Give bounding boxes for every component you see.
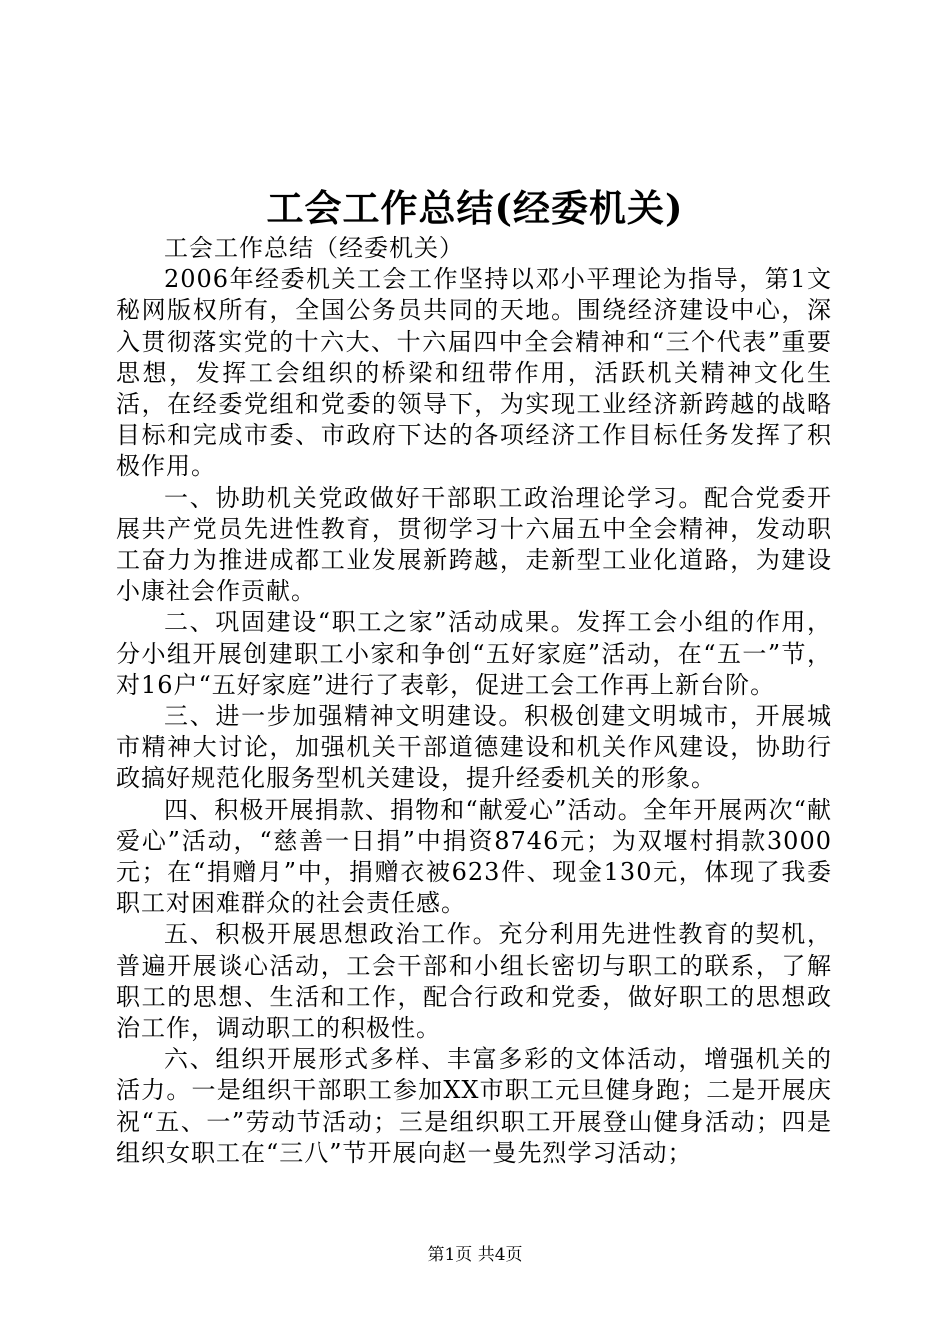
page-footer xyxy=(0,1243,950,1267)
paragraph-item-1: 一、协助机关党政做好干部职工政治理论学习。配合党委开展共产党员先进性教育，贯彻学习十六届五中全会精神，发动职工奋力为推进成都工业发展新跨越，走新型工业化道路，为建设小康社会作贡献。 xyxy=(116,483,832,606)
paragraph-item-6: 六、组织开展形式多样、丰富多彩的文体活动，增强机关的活力。一是组织干部职工参加XX市职工元旦健身跑；二是开展庆祝“五、一”劳动节活动；三是组织职工开展登山健身活动；四是组织女职工在“三八”节开展向赵一曼先烈学习活动； xyxy=(116,1045,832,1167)
paragraph-subtitle: 工会工作总结（经委机关） xyxy=(164,234,464,262)
paragraph-item-3: 三、进一步加强精神文明建设。积极创建文明城市，开展城市精神大讨论，加强机关干部道德建设和机关作风建设，协助行政搞好规范化服务型机关建设，提升经委机关的形象。 xyxy=(116,702,832,793)
paragraph-item-5: 五、积极开展思想政治工作。充分利用先进性教育的契机，普遍开展谈心活动，工会干部和小组长密切与职工的联系，了解职工的思想、生活和工作，配合行政和党委，做好职工的思想政治工作，调动职工的积极性。 xyxy=(116,920,832,1043)
document-title: 工会工作总结(经委机关) xyxy=(266,186,684,230)
document-body xyxy=(116,233,832,1169)
page-indicator: 第1页 共4页 xyxy=(427,1245,523,1265)
paragraph-intro: 2006年经委机关工会工作坚持以邓小平理论为指导，第1文秘网版权所有，全国公务员共同的天地。围绕经济建设中心，深入贯彻落实党的十六大、十六届四中全会精神和“三个代表”重要思想，发挥工会组织的桥梁和纽带作用，活跃机关精神文化生活，在经委党组和党委的领导下，为实现工业经济新跨越的战略目标和完成市委、市政府下达的各项经济工作目标任务发挥了积极作用。 xyxy=(116,265,832,481)
paragraph-item-4: 四、积极开展捐款、捐物和“献爱心”活动。全年开展两次“献爱心”活动，“慈善一日捐”中捐资8746元；为双堰村捐款3000元；在“捐赠月”中，捐赠衣被623件、现金130元，体现了我委职工对困难群众的社会责任感。 xyxy=(116,795,832,918)
paragraph-item-2: 二、巩固建设“职工之家”活动成果。发挥工会小组的作用，分小组开展创建职工小家和争创“五好家庭”活动，在“五一”节，对16户“五好家庭”进行了表彰，促进工会工作再上新台阶。 xyxy=(116,608,832,699)
